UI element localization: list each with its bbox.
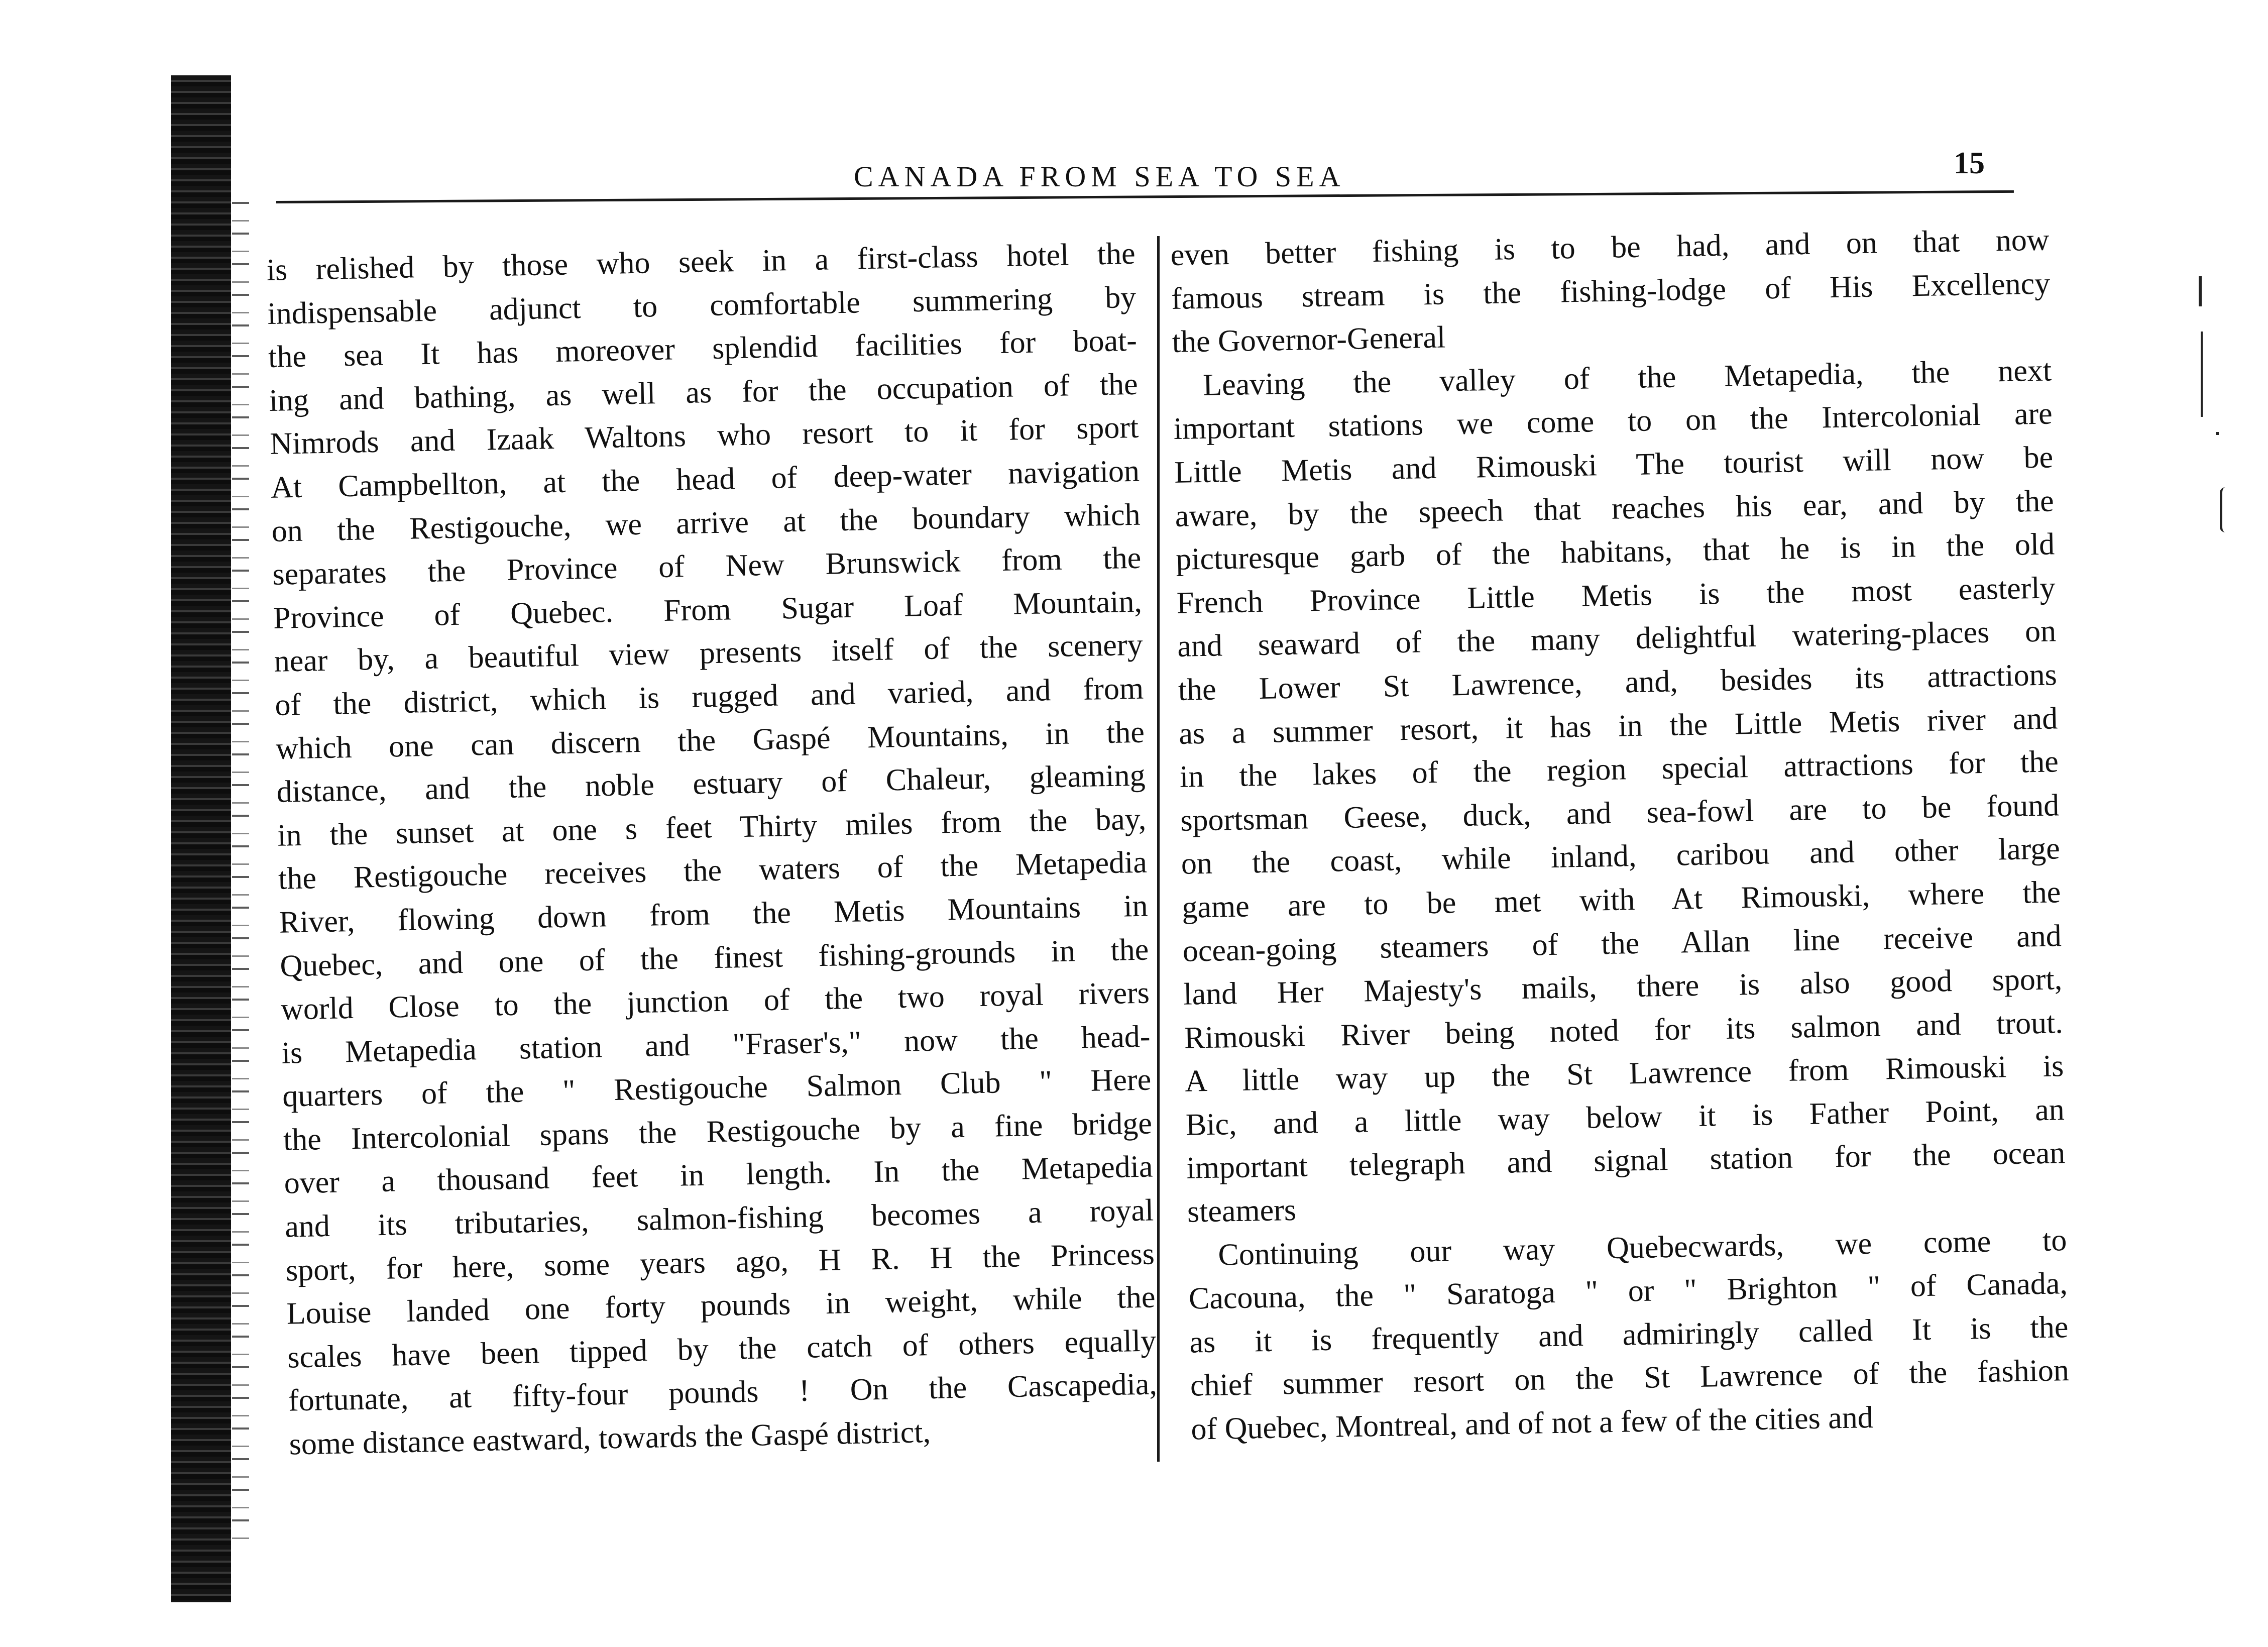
right-column-line: Little Metis and Rimouski The tourist will now be xyxy=(1174,440,2054,490)
margin-marks xyxy=(2190,276,2235,558)
running-head: CANADA FROM SEA TO SEA xyxy=(854,160,1345,193)
left-column-line: River, flowing down from the Metis Mountains in xyxy=(279,889,1149,940)
right-column-line: important telegraph and signal station for the ocean xyxy=(1186,1136,2066,1186)
right-column-line: steamers xyxy=(1187,1192,1297,1229)
margin-mark-paren xyxy=(2220,487,2225,532)
left-column-line: of the district, which is rugged and varied, and from xyxy=(274,671,1144,722)
left-column-line: the sea It has moreover splendid facilities for boat- xyxy=(268,323,1138,375)
right-column-line: aware, by the speech that reaches his ear, and by the xyxy=(1175,483,2055,533)
right-column-line: the Lower St Lawrence, and, besides its attractions xyxy=(1178,657,2058,707)
left-column-line: is relished by those who seek in a first-class hotel the xyxy=(266,236,1136,287)
left-column-line: in the sunset at one s feet Thirty miles from the bay, xyxy=(277,802,1147,853)
right-column-line: and seaward of the many delightful watering-places on xyxy=(1177,614,2057,664)
right-column xyxy=(1170,218,2070,1451)
margin-mark-top xyxy=(2199,276,2202,306)
right-column-line: A little way up the St Lawrence from Rimouski is xyxy=(1184,1049,2064,1099)
left-column-line: and its tributaries, salmon-fishing becomes a royal xyxy=(284,1193,1154,1244)
left-column-line: the Intercolonial spans the Restigouche by a fine bridge xyxy=(283,1106,1153,1157)
right-column-line: Rimouski River being noted for its salmon and trout. xyxy=(1184,1005,2064,1055)
left-column-line: on the Restigouche, we arrive at the boundary which xyxy=(271,497,1141,548)
left-column-line: Nimrods and Izaak Waltons who resort to it for sport xyxy=(269,410,1139,462)
right-column-line: game are to be met with At Rimouski, where the xyxy=(1181,875,2061,925)
right-column-line: Cacouna, the " Saratoga " or " Brighton " of Canada, xyxy=(1188,1266,2068,1316)
left-column-line: distance, and the noble estuary of Chaleur, gleaming xyxy=(276,758,1146,809)
right-column-line: picturesque garb of the habitans, that he is in the old xyxy=(1175,527,2055,577)
margin-mark-stroke xyxy=(2201,332,2203,417)
right-column-line: land Her Majesty's mails, there is also good sport, xyxy=(1183,962,2063,1012)
right-column-line: the Governor-General xyxy=(1172,320,1446,360)
page-number: 15 xyxy=(1954,146,1985,180)
right-column-line: important stations we come to on the Intercolonial are xyxy=(1173,396,2053,447)
left-column-line: At Campbellton, at the head of deep-water navigation xyxy=(270,454,1140,505)
left-column-line: sport, for here, some years ago, H R. H the Princess xyxy=(285,1237,1155,1288)
right-column-line: famous stream is the fishing-lodge of His Excellency xyxy=(1171,266,2051,316)
right-column-line: as a summer resort, it has in the Little Metis river and xyxy=(1178,701,2058,751)
margin-mark-dot xyxy=(2216,432,2219,435)
right-column-line: chief summer resort on the St Lawrence of the fashion xyxy=(1190,1353,2070,1403)
left-column-line: ing and bathing, as well as for the occupation of the xyxy=(269,367,1139,418)
left-column-line: scales have been tipped by the catch of others equally xyxy=(287,1324,1157,1375)
left-column-line: separates the Province of New Brunswick from the xyxy=(272,540,1142,592)
right-column-line: Continuing our way Quebecwards, we come to xyxy=(1217,1223,2067,1272)
left-column-line: over a thousand feet in length. In the Metapedia xyxy=(284,1149,1154,1201)
left-column-line: quarters of the " Restigouche Salmon Club " Here xyxy=(282,1062,1152,1114)
left-column-line: is Metapedia station and "Fraser's," now the head- xyxy=(281,1019,1151,1070)
left-column xyxy=(266,232,1158,1466)
left-column-line: world Close to the junction of the two royal rivers xyxy=(280,975,1150,1027)
left-column-line: Louise landed one forty pounds in weight, while the xyxy=(286,1280,1156,1331)
right-column-line: sportsman Geese, duck, and sea-fowl are to be found xyxy=(1180,788,2060,838)
right-column-line: on the coast, while inland, caribou and other large xyxy=(1181,831,2061,882)
left-column-line: which one can discern the Gaspé Mountains, in the xyxy=(275,715,1145,766)
book-binding-edge xyxy=(171,75,231,1602)
binding-speckle xyxy=(232,191,249,1547)
right-column-line: as it is frequently and admiringly called It is the xyxy=(1189,1309,2069,1360)
right-column-line: in the lakes of the region special attractions for the xyxy=(1179,744,2059,794)
right-column-line: French Province Little Metis is the most easterly xyxy=(1176,571,2056,620)
right-column-line: Leaving the valley of the Metapedia, the next xyxy=(1202,353,2052,402)
left-column-line: Province of Quebec. From Sugar Loaf Mountain, xyxy=(273,584,1143,635)
right-column-line: Bic, and a little way below it is Father Point, an xyxy=(1185,1092,2065,1142)
right-column-line: even better fishing is to be had, and on that now xyxy=(1170,223,2050,272)
left-column-line: near by, a beautiful view presents itself of the scenery xyxy=(274,627,1144,679)
left-column-line: the Restigouche receives the waters of the Metapedia xyxy=(278,845,1148,897)
left-column-line: Quebec, and one of the finest fishing-grounds in the xyxy=(279,932,1149,983)
right-column-line: ocean-going steamers of the Allan line receive and xyxy=(1182,918,2062,968)
left-column-line: fortunate, at fifty-four pounds ! On the Cascapedia, xyxy=(288,1367,1158,1418)
left-column-line: some distance eastward, towards the Gaspé district, xyxy=(289,1415,931,1462)
left-column-line: indispensable adjunct to comfortable summering by xyxy=(267,280,1137,331)
right-column-line: of Quebec, Montreal, and of not a few of the cities and xyxy=(1190,1400,1874,1447)
column-divider xyxy=(1157,236,1160,1462)
